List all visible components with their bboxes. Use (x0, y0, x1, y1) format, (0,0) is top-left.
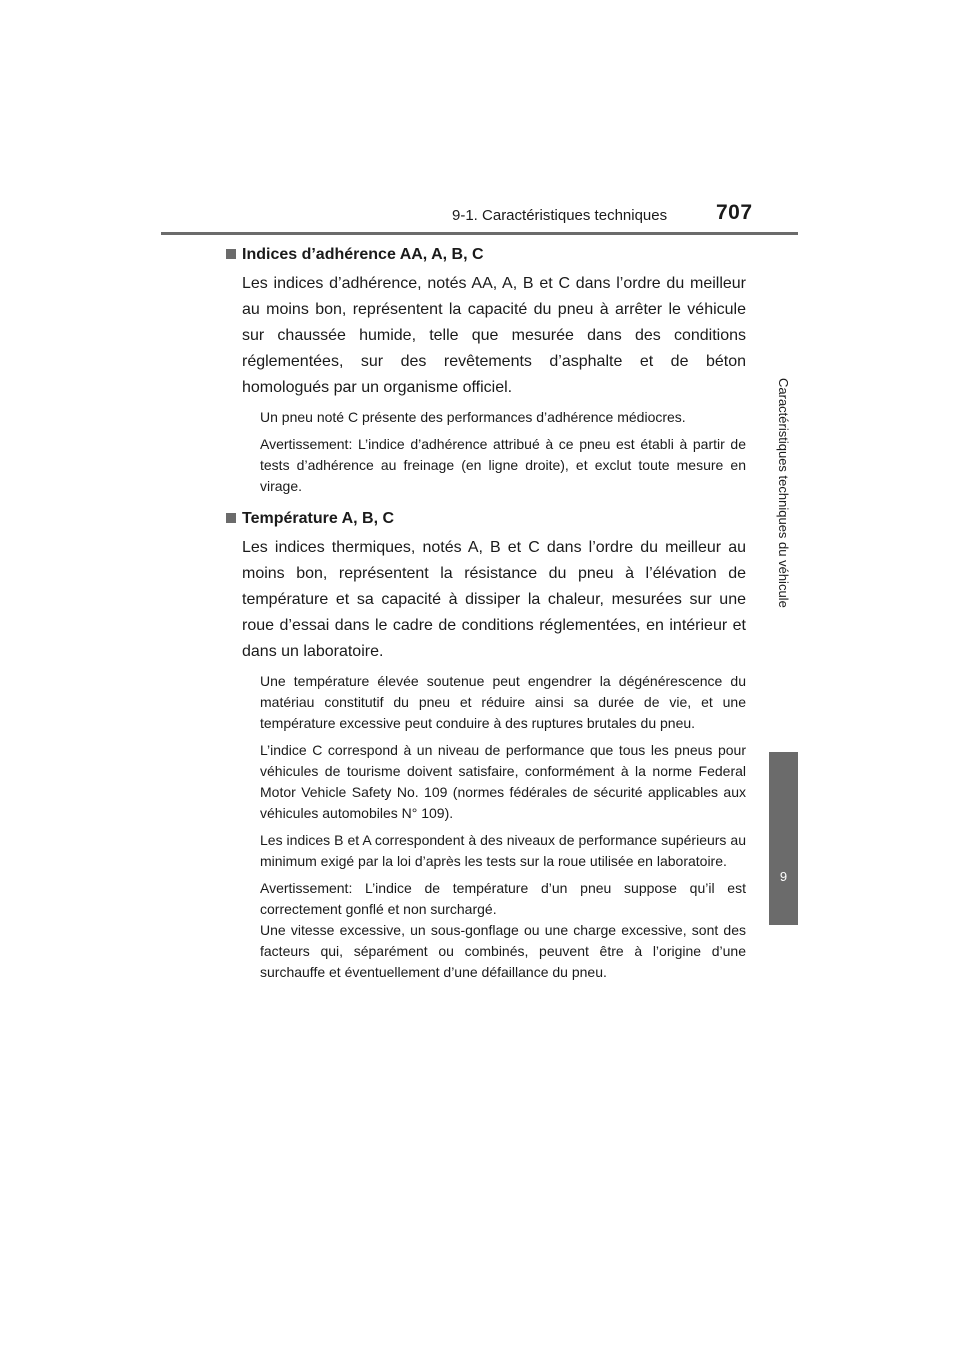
section (226, 244, 746, 497)
square-bullet-icon (226, 249, 236, 259)
section-heading-text: Température A, B, C (242, 510, 395, 527)
note: Avertissement: L’indice d’adhérence attribué à ce pneu est établi à partir de tests d’adhérence au freinage (en ligne droite), et exclut toute mesure en virage. (260, 436, 746, 494)
section-title: 9-1. Caractéristiques techniques (452, 207, 668, 224)
square-bullet-icon (226, 513, 236, 523)
chapter-number: 9 (779, 869, 788, 884)
page-number: 707 (716, 201, 753, 224)
section-heading-text: Indices d’adhérence AA, A, B, C (242, 246, 484, 263)
note: L’indice C correspond à un niveau de performance que tous les pneus pour véhicules de tourisme doivent satisfaire, conformément à la norme Federal Motor Vehicle Safety No. 109 (normes fédérales de sécurité applicables aux véhicules automobiles N° 109). (260, 742, 746, 821)
note: Un pneu noté C présente des performances d’adhérence médiocres. (260, 409, 686, 425)
section-paragraph: Les indices d’adhérence, notés AA, A, B et C dans l’ordre du meilleur au moins bon, représentent la capacité du pneu à arrêter le véhicule sur chaussée humide, telle que mesurée dans des conditions réglementées, sur des revêtements d’asphalte et de béton homologués par un organisme officiel. (242, 275, 746, 396)
note: Les indices B et A correspondent à des niveaux de performance supérieurs au minimum exigé par la loi d’après les tests sur la roue utilisée en laboratoire. (260, 832, 746, 869)
section-paragraph: Les indices thermiques, notés A, B et C dans l’ordre du meilleur au moins bon, représentent la résistance du pneu à l’élévation de température et sa capacité à dissiper la chaleur, mesurées sur une roue d’essai dans le cadre de conditions réglementées, en intérieur et dans un laboratoire. (242, 539, 746, 660)
section-heading (226, 244, 746, 266)
side-tab-label: Caractéristiques techniques du véhicule (776, 377, 791, 608)
side-tab (769, 236, 798, 749)
note: Une vitesse excessive, un sous-gonflage ou une charge excessive, sont des facteurs qui, séparément ou combinés, peuvent être à l’origine d’une surchauffe et éventuellement d’une défaillance du pneu. (260, 922, 746, 980)
page-content (226, 244, 746, 983)
section-heading (226, 508, 746, 530)
chapter-tab (769, 752, 798, 925)
note: Avertissement: L’indice de température d’un pneu suppose qu’il est correctement gonflé et non surchargé. (260, 880, 746, 917)
header-rule (161, 232, 798, 235)
note: Une température élevée soutenue peut engendrer la dégénérescence du matériau constitutif du pneu et réduire ainsi sa durée de vie, et une température excessive peut conduire à des ruptures brutales du pneu. (260, 673, 746, 731)
section (226, 508, 746, 983)
